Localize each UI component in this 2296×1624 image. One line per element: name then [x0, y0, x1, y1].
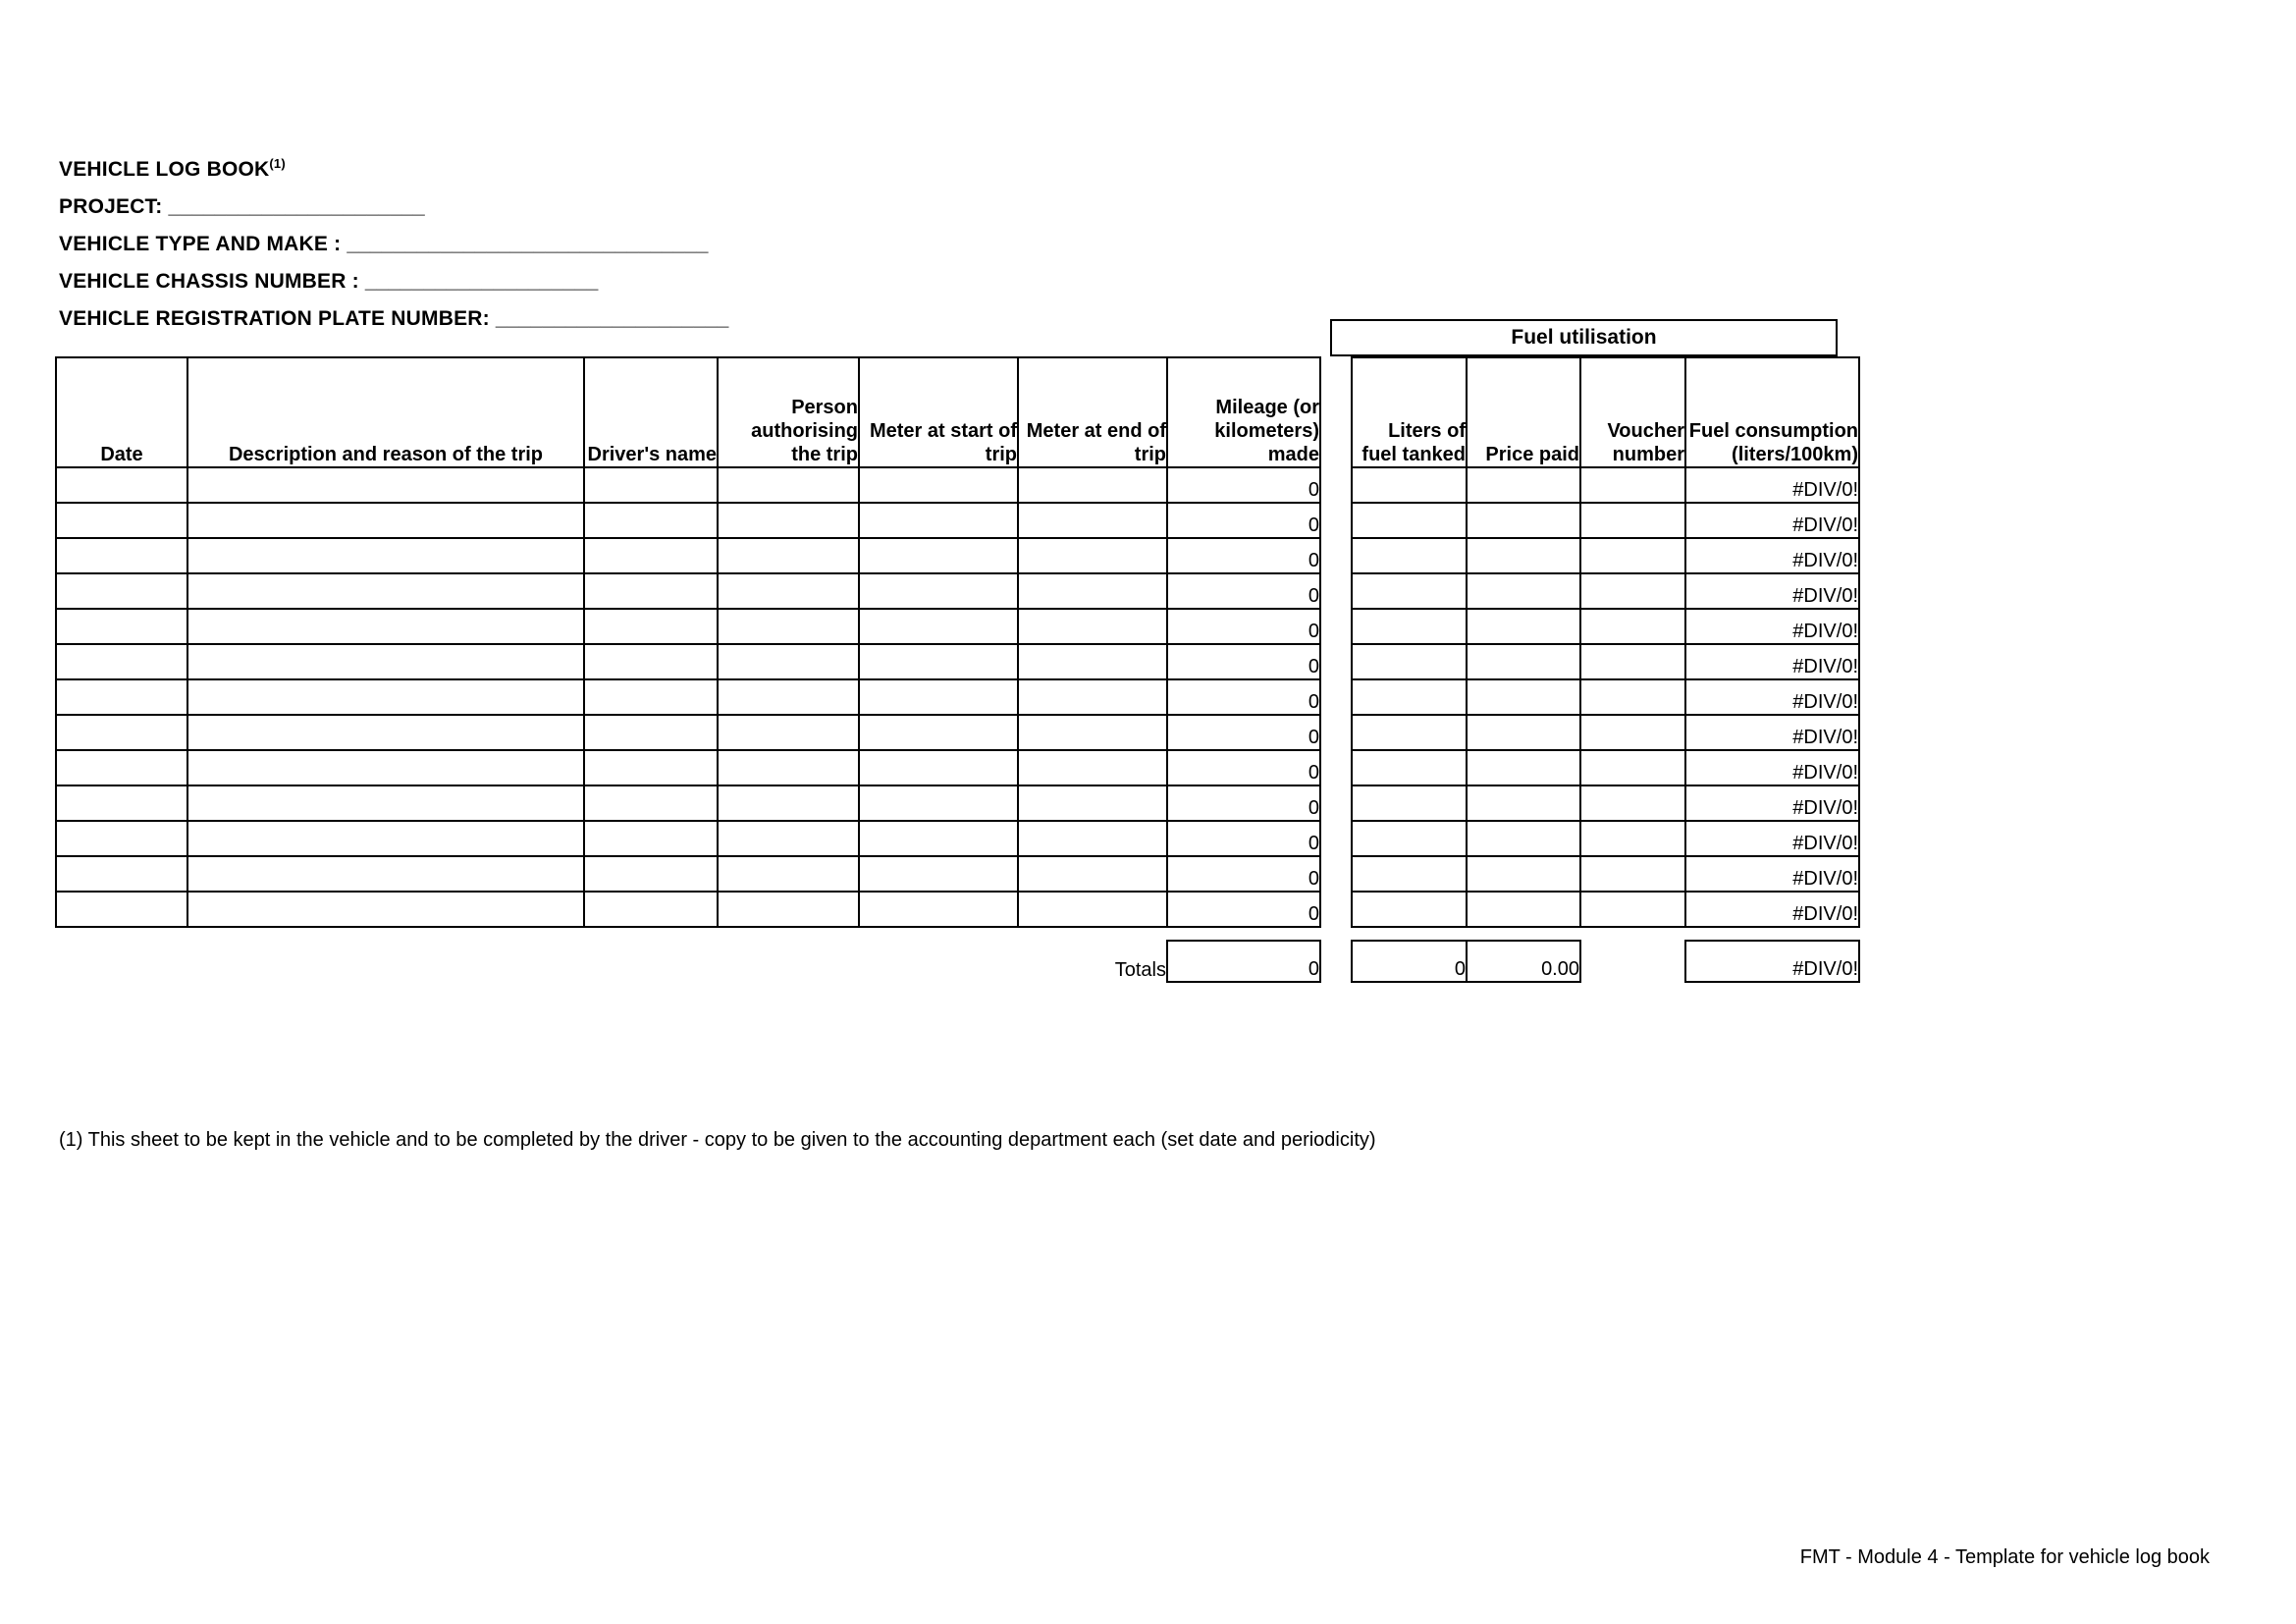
vehicle-log-table: [55, 356, 1860, 983]
cell-description[interactable]: [187, 609, 584, 644]
cell-price[interactable]: [1467, 856, 1580, 892]
cell-driver[interactable]: [584, 573, 718, 609]
cell-consumption: #DIV/0!: [1685, 679, 1859, 715]
cell-meter-start[interactable]: [859, 856, 1018, 892]
cell-voucher[interactable]: [1580, 750, 1685, 785]
cell-price[interactable]: [1467, 715, 1580, 750]
column-header-price-paid: Price paid: [1467, 357, 1580, 467]
cell-price[interactable]: [1467, 821, 1580, 856]
cell-meter-end[interactable]: [1018, 644, 1167, 679]
cell-voucher[interactable]: [1580, 821, 1685, 856]
cell-gap: [1320, 573, 1352, 609]
cell-mileage: 0: [1167, 538, 1320, 573]
cell-description[interactable]: [187, 644, 584, 679]
table-row: [56, 821, 1859, 856]
cell-consumption: #DIV/0!: [1685, 785, 1859, 821]
cell-meter-start[interactable]: [859, 785, 1018, 821]
cell-liters[interactable]: [1352, 679, 1467, 715]
cell-liters[interactable]: [1352, 750, 1467, 785]
cell-mileage: 0: [1167, 892, 1320, 927]
table-header: [56, 357, 1859, 467]
totals-mileage: 0: [1167, 941, 1320, 982]
cell-date[interactable]: [56, 609, 187, 644]
cell-meter-start[interactable]: [859, 538, 1018, 573]
column-header-fuel-consumption: Fuel consumption (liters/100km): [1685, 357, 1859, 467]
cell-description[interactable]: [187, 503, 584, 538]
cell-voucher[interactable]: [1580, 503, 1685, 538]
vehicle-log-table-wrapper: [55, 356, 1860, 983]
cell-date[interactable]: [56, 856, 187, 892]
cell-consumption: #DIV/0!: [1685, 715, 1859, 750]
chassis-number-field-label: VEHICLE CHASSIS NUMBER : ____________________: [59, 270, 599, 293]
cell-voucher[interactable]: [1580, 573, 1685, 609]
cell-description[interactable]: [187, 467, 584, 503]
table-row: [56, 467, 1859, 503]
cell-description[interactable]: [187, 573, 584, 609]
cell-driver[interactable]: [584, 467, 718, 503]
cell-price[interactable]: [1467, 892, 1580, 927]
cell-voucher[interactable]: [1580, 644, 1685, 679]
cell-price[interactable]: [1467, 573, 1580, 609]
table-row: [56, 892, 1859, 927]
column-header-meter-end: Meter at end of trip: [1018, 357, 1167, 467]
cell-mileage: 0: [1167, 609, 1320, 644]
cell-mileage: 0: [1167, 644, 1320, 679]
cell-meter-end[interactable]: [1018, 785, 1167, 821]
cell-liters[interactable]: [1352, 785, 1467, 821]
cell-voucher[interactable]: [1580, 679, 1685, 715]
cell-voucher[interactable]: [1580, 467, 1685, 503]
cell-meter-start[interactable]: [859, 467, 1018, 503]
cell-price[interactable]: [1467, 467, 1580, 503]
cell-price[interactable]: [1467, 750, 1580, 785]
cell-description[interactable]: [187, 715, 584, 750]
cell-driver[interactable]: [584, 785, 718, 821]
vehicle-type-field-label: VEHICLE TYPE AND MAKE : _______________________________: [59, 233, 709, 255]
cell-person[interactable]: [718, 467, 859, 503]
cell-liters[interactable]: [1352, 644, 1467, 679]
cell-gap: [1320, 609, 1352, 644]
cell-voucher[interactable]: [1580, 785, 1685, 821]
cell-gap: [1320, 503, 1352, 538]
cell-consumption: #DIV/0!: [1685, 503, 1859, 538]
column-header-driver-name: Driver's name: [584, 357, 718, 467]
cell-date[interactable]: [56, 679, 187, 715]
cell-mileage: 0: [1167, 467, 1320, 503]
column-header-person-authorising: Person authorising the trip: [718, 357, 859, 467]
cell-liters[interactable]: [1352, 573, 1467, 609]
page-title: [59, 145, 728, 189]
table-row: [56, 538, 1859, 573]
cell-driver[interactable]: [584, 750, 718, 785]
cell-meter-end[interactable]: [1018, 679, 1167, 715]
cell-price[interactable]: [1467, 538, 1580, 573]
cell-liters[interactable]: [1352, 609, 1467, 644]
cell-gap: [1320, 467, 1352, 503]
cell-consumption: #DIV/0!: [1685, 573, 1859, 609]
document-footer: FMT - Module 4 - Template for vehicle log book: [1799, 1546, 2210, 1568]
cell-price[interactable]: [1467, 679, 1580, 715]
column-gap: [1320, 357, 1352, 467]
cell-description[interactable]: [187, 821, 584, 856]
cell-driver[interactable]: [584, 679, 718, 715]
cell-gap: [1320, 892, 1352, 927]
cell-mileage: 0: [1167, 750, 1320, 785]
cell-driver[interactable]: [584, 538, 718, 573]
cell-mileage: 0: [1167, 503, 1320, 538]
cell-liters[interactable]: [1352, 821, 1467, 856]
cell-gap: [1320, 679, 1352, 715]
cell-date[interactable]: [56, 715, 187, 750]
table-row: [56, 644, 1859, 679]
cell-mileage: 0: [1167, 785, 1320, 821]
project-field-label: PROJECT: ______________________: [59, 195, 425, 218]
table-row: [56, 750, 1859, 785]
cell-liters[interactable]: [1352, 503, 1467, 538]
cell-meter-start[interactable]: [859, 573, 1018, 609]
cell-description[interactable]: [187, 679, 584, 715]
cell-voucher[interactable]: [1580, 892, 1685, 927]
cell-meter-start[interactable]: [859, 644, 1018, 679]
cell-meter-end[interactable]: [1018, 538, 1167, 573]
cell-mileage: 0: [1167, 856, 1320, 892]
table-row: [56, 573, 1859, 609]
cell-gap: [1320, 785, 1352, 821]
cell-meter-start[interactable]: [859, 609, 1018, 644]
cell-price[interactable]: [1467, 785, 1580, 821]
cell-description[interactable]: [187, 750, 584, 785]
cell-person[interactable]: [718, 856, 859, 892]
cell-liters[interactable]: [1352, 715, 1467, 750]
table-row: [56, 715, 1859, 750]
table-row: [56, 609, 1859, 644]
cell-driver[interactable]: [584, 892, 718, 927]
page-title-footnote-marker: (1): [269, 156, 286, 171]
column-header-meter-start: Meter at start of trip: [859, 357, 1018, 467]
cell-mileage: 0: [1167, 715, 1320, 750]
cell-meter-end[interactable]: [1018, 892, 1167, 927]
cell-meter-start[interactable]: [859, 503, 1018, 538]
cell-gap: [1320, 856, 1352, 892]
cell-price[interactable]: [1467, 503, 1580, 538]
cell-price[interactable]: [1467, 609, 1580, 644]
cell-meter-end[interactable]: [1018, 609, 1167, 644]
cell-liters[interactable]: [1352, 892, 1467, 927]
cell-mileage: 0: [1167, 821, 1320, 856]
cell-meter-start[interactable]: [859, 679, 1018, 715]
table-row: [56, 856, 1859, 892]
cell-description[interactable]: [187, 538, 584, 573]
cell-person[interactable]: [718, 821, 859, 856]
cell-driver[interactable]: [584, 856, 718, 892]
cell-meter-end[interactable]: [1018, 573, 1167, 609]
totals-consumption: #DIV/0!: [1685, 941, 1859, 982]
footnote: (1) This sheet to be kept in the vehicle and to be completed by the driver - copy to be given to the accounting department each (set date and periodicity): [59, 1129, 1376, 1151]
table-row: [56, 679, 1859, 715]
cell-person[interactable]: [718, 785, 859, 821]
cell-liters[interactable]: [1352, 856, 1467, 892]
cell-person[interactable]: [718, 644, 859, 679]
cell-gap: [1320, 750, 1352, 785]
cell-description[interactable]: [187, 892, 584, 927]
cell-mileage: 0: [1167, 679, 1320, 715]
cell-voucher[interactable]: [1580, 538, 1685, 573]
cell-person[interactable]: [718, 892, 859, 927]
cell-driver[interactable]: [584, 609, 718, 644]
cell-description[interactable]: [187, 856, 584, 892]
column-header-voucher-number: Voucher number: [1580, 357, 1685, 467]
totals-liters: 0: [1352, 941, 1467, 982]
cell-liters[interactable]: [1352, 467, 1467, 503]
cell-meter-end[interactable]: [1018, 821, 1167, 856]
cell-driver[interactable]: [584, 503, 718, 538]
cell-driver[interactable]: [584, 715, 718, 750]
cell-person[interactable]: [718, 609, 859, 644]
cell-date[interactable]: [56, 467, 187, 503]
cell-meter-start[interactable]: [859, 892, 1018, 927]
cell-meter-end[interactable]: [1018, 856, 1167, 892]
column-header-mileage: Mileage (or kilometers) made: [1167, 357, 1320, 467]
table-row: [56, 785, 1859, 821]
totals-label: Totals: [1114, 959, 1166, 981]
totals-price: 0.00: [1467, 941, 1580, 982]
column-header-liters-tanked: Liters of fuel tanked: [1352, 357, 1467, 467]
cell-date[interactable]: [56, 573, 187, 609]
table-row: [56, 503, 1859, 538]
totals-row: [56, 941, 1859, 982]
cell-consumption: #DIV/0!: [1685, 856, 1859, 892]
cell-person[interactable]: [718, 503, 859, 538]
cell-consumption: #DIV/0!: [1685, 467, 1859, 503]
table-spacer-row: [56, 927, 1859, 941]
cell-voucher[interactable]: [1580, 715, 1685, 750]
cell-gap: [1320, 538, 1352, 573]
cell-date[interactable]: [56, 750, 187, 785]
cell-liters[interactable]: [1352, 538, 1467, 573]
cell-consumption: #DIV/0!: [1685, 821, 1859, 856]
fuel-utilisation-group-header: Fuel utilisation: [1330, 319, 1838, 356]
cell-consumption: #DIV/0!: [1685, 644, 1859, 679]
cell-consumption: #DIV/0!: [1685, 538, 1859, 573]
cell-meter-end[interactable]: [1018, 503, 1167, 538]
cell-description[interactable]: [187, 785, 584, 821]
cell-person[interactable]: [718, 538, 859, 573]
cell-date[interactable]: [56, 538, 187, 573]
cell-driver[interactable]: [584, 821, 718, 856]
column-header-date: Date: [56, 357, 187, 467]
cell-date[interactable]: [56, 821, 187, 856]
cell-date[interactable]: [56, 785, 187, 821]
cell-meter-end[interactable]: [1018, 750, 1167, 785]
cell-gap: [1320, 715, 1352, 750]
table-body: [56, 467, 1859, 982]
column-header-description: Description and reason of the trip: [187, 357, 584, 467]
cell-meter-end[interactable]: [1018, 715, 1167, 750]
form-header: [59, 145, 728, 338]
cell-gap: [1320, 821, 1352, 856]
cell-date[interactable]: [56, 644, 187, 679]
page-title-text: VEHICLE LOG BOOK: [59, 158, 270, 181]
cell-date[interactable]: [56, 503, 187, 538]
cell-price[interactable]: [1467, 644, 1580, 679]
cell-person[interactable]: [718, 750, 859, 785]
cell-driver[interactable]: [584, 644, 718, 679]
cell-person[interactable]: [718, 573, 859, 609]
cell-meter-start[interactable]: [859, 715, 1018, 750]
cell-person[interactable]: [718, 715, 859, 750]
cell-date[interactable]: [56, 892, 187, 927]
cell-gap: [1320, 644, 1352, 679]
cell-meter-start[interactable]: [859, 821, 1018, 856]
cell-consumption: #DIV/0!: [1685, 892, 1859, 927]
cell-voucher[interactable]: [1580, 609, 1685, 644]
cell-person[interactable]: [718, 679, 859, 715]
cell-consumption: #DIV/0!: [1685, 750, 1859, 785]
cell-mileage: 0: [1167, 573, 1320, 609]
table-header-row: [56, 357, 1859, 467]
registration-plate-field-label: VEHICLE REGISTRATION PLATE NUMBER: ____________________: [59, 307, 729, 330]
cell-consumption: #DIV/0!: [1685, 609, 1859, 644]
cell-meter-start[interactable]: [859, 750, 1018, 785]
cell-voucher[interactable]: [1580, 856, 1685, 892]
cell-meter-end[interactable]: [1018, 467, 1167, 503]
